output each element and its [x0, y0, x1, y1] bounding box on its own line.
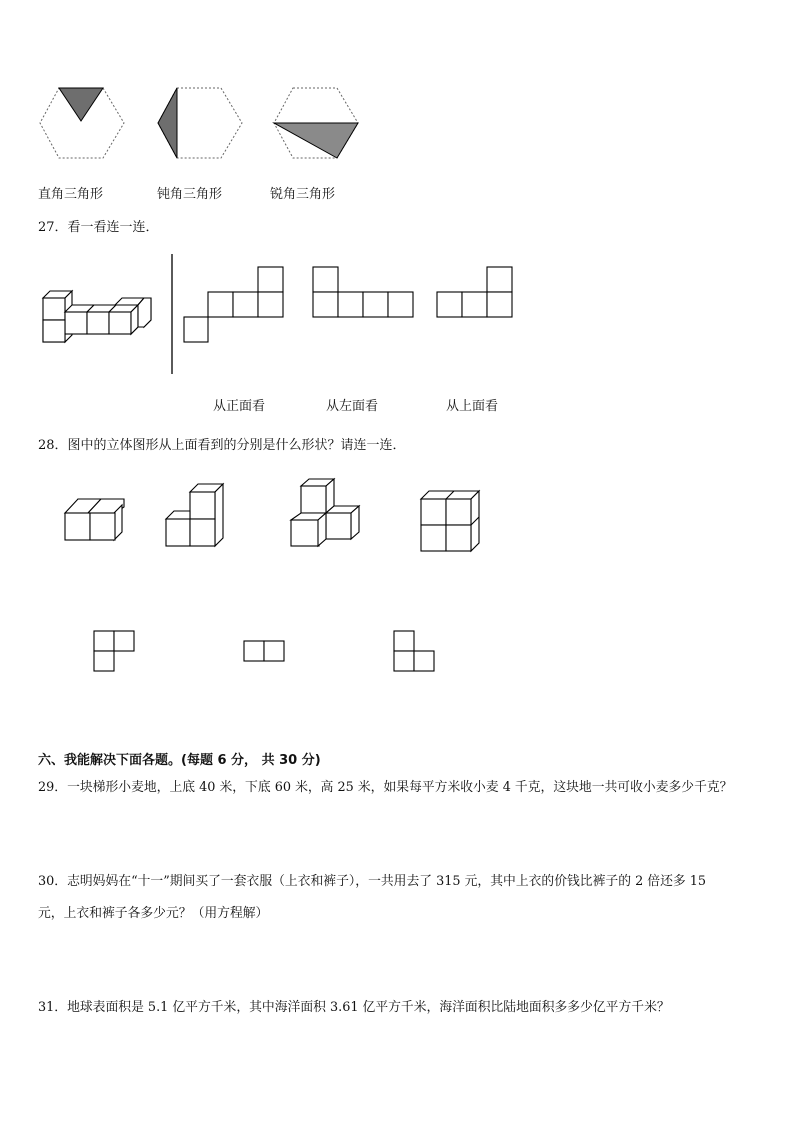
view-left-grid	[312, 266, 416, 320]
question-29: 29．一块梯形小麦地，上底 40 米，下底 60 米，高 25 米，如果每平方米收小麦 4 千克，这块地一共可收小麦多少千克？	[38, 780, 733, 795]
hexagon-acute-triangle-figure	[272, 86, 362, 162]
right-triangle-label: 直角三角形	[38, 187, 104, 202]
top-view-shape-1	[93, 630, 137, 674]
question-30-line-1: 30．志明妈妈在“十一”期间买了一套衣服（上衣和裤子），一共用去了 315 元，其中上衣的价钱比裤子的 2 倍还多 15	[38, 874, 707, 889]
solid-figure-3	[290, 478, 362, 548]
question-27-title: 27．看一看连一连．	[38, 220, 159, 235]
view-front-grid	[183, 266, 285, 344]
solid-figure-2	[165, 482, 229, 548]
divider-line	[170, 254, 174, 376]
view-label-front: 从正面看	[213, 399, 266, 414]
question-31: 31．地球表面积是 5.1 亿平方千米，其中海洋面积 3.61 亿平方千米，海洋面积比陆地面积多多少亿平方千米？	[38, 1000, 670, 1015]
top-view-shape-3	[393, 630, 437, 674]
view-top-grid	[436, 266, 516, 320]
obtuse-triangle-label: 钝角三角形	[157, 187, 223, 202]
hexagon-obtuse-triangle-figure	[156, 86, 246, 162]
question-30-line-2: 元，上衣和裤子各多少元？（用方程解）	[38, 906, 269, 921]
question-28-title: 28．图中的立体图形从上面看到的分别是什么形状？请连一连．	[38, 438, 406, 453]
hexagon-right-triangle-figure	[38, 86, 128, 162]
section-6-heading: 六、我能解决下面各题。(每题 6 分， 共 30 分)	[38, 753, 321, 768]
solid-figure-4	[420, 490, 484, 554]
acute-triangle-label: 锐角三角形	[270, 187, 336, 202]
top-view-shape-2	[243, 640, 287, 664]
solid-figure-1	[64, 498, 128, 544]
cube-solid-figure-27	[42, 290, 157, 345]
view-label-left: 从左面看	[326, 399, 379, 414]
view-label-top: 从上面看	[446, 399, 499, 414]
